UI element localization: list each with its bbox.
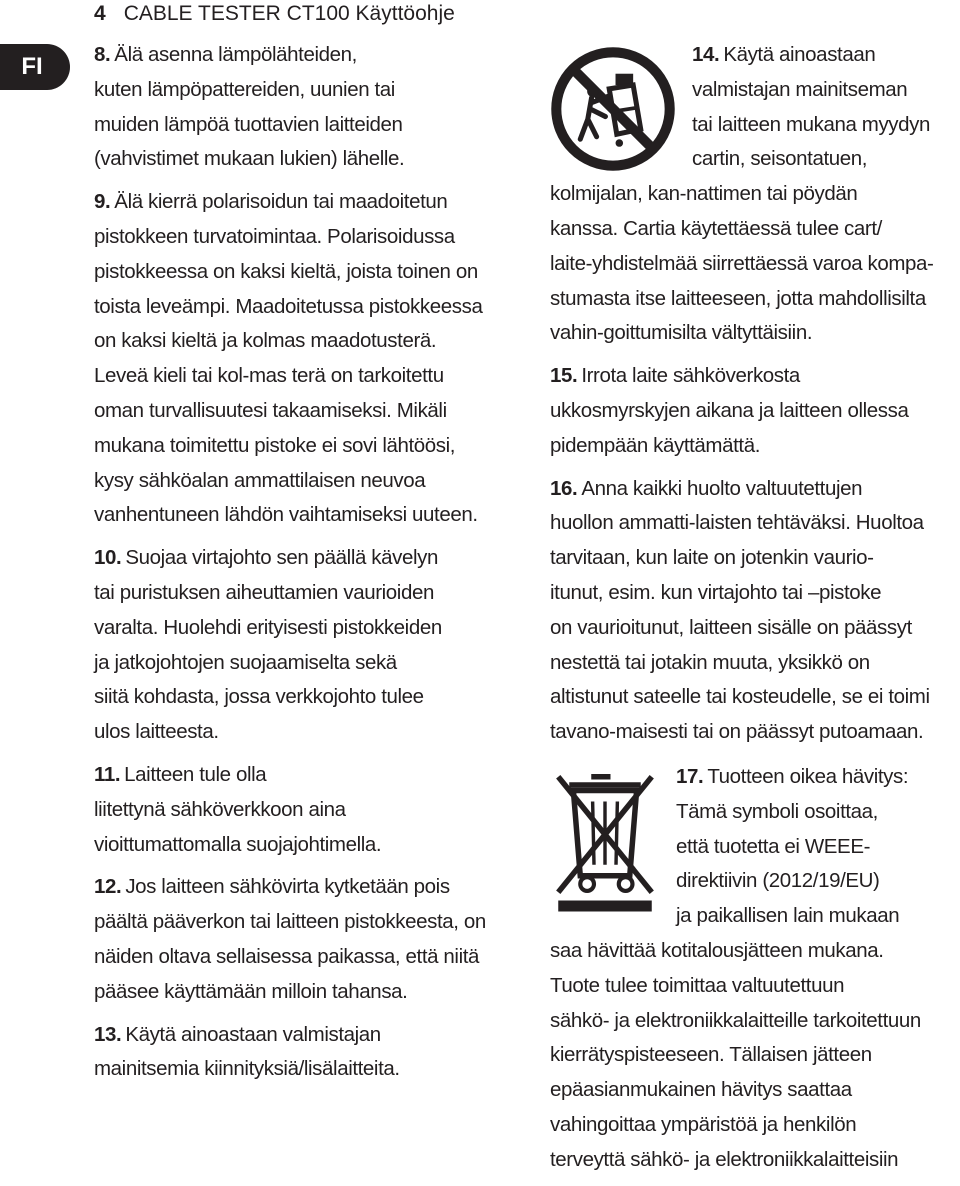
line-text: pääsee käyttämään milloin tahansa. [94, 979, 408, 1003]
line-text: ukkosmyrskyjen aikana ja laitteen ollessa [550, 398, 909, 422]
document-title: CABLE TESTER CT100 Käyttöohje [123, 2, 455, 25]
line-text: ulos laitteesta. [94, 720, 219, 744]
line-text: tarvitaan, kun laite on jotenkin vaurio- [550, 546, 874, 570]
text-line [550, 715, 960, 750]
line-text: muiden lämpöä tuottavien laitteiden [94, 112, 403, 136]
line-text: ja jatkojohtojen suojaamiselta sekä [94, 650, 397, 674]
line-text: Suojaa virtajohto sen päällä kävelyn [125, 546, 438, 570]
text-line [550, 212, 960, 247]
text-line [94, 870, 514, 905]
text-line [94, 290, 514, 325]
line-text: laite-yhdistelmää siirrettäessä varoa kompa- [550, 251, 934, 275]
text-line [94, 255, 514, 290]
line-text: (vahvistimet mukaan lukien) lähelle. [94, 147, 405, 171]
line-text: pistokkeen turvatoimintaa. Polarisoidussa [94, 224, 455, 248]
text-line [94, 1018, 514, 1053]
item-number: 16. [550, 476, 578, 500]
item-number: 14. [692, 43, 720, 66]
line-text: kanssa. Cartia käytettäessä tulee cart/ [550, 216, 882, 240]
line-text: pistokkeessa on kaksi kieltä, joista toinen on [94, 259, 478, 283]
text-line [550, 359, 960, 394]
instruction-item [94, 541, 514, 750]
item-number: 15. [550, 364, 578, 388]
instruction-item [94, 38, 514, 177]
text-line [550, 316, 960, 351]
line-text: Tuotteen oikea hävitys: [707, 764, 909, 788]
text-line [550, 1108, 960, 1143]
line-text: terveyttä sähkö- ja elektroniikkalaitteisiin [550, 1147, 899, 1171]
line-text: Irrota laite sähköverkosta [581, 364, 800, 388]
instruction-item [550, 472, 960, 750]
text-line [94, 464, 514, 499]
text-line [94, 793, 514, 828]
line-text: Laitteen tule olla [124, 762, 267, 786]
line-text: Älä kierrä polarisoidun tai maadoitetun [114, 190, 448, 214]
text-line [94, 541, 514, 576]
crossed-out-wheelie-bin-icon [550, 768, 660, 912]
text-line [550, 680, 960, 715]
line-text: sähkö- ja elektroniikkalaitteille tarkoitettuun [550, 1008, 921, 1032]
item-number: 9. [94, 190, 111, 214]
line-text: tavano-maisesti tai on päässyt putoamaan. [550, 720, 924, 744]
item-number: 11. [94, 762, 121, 786]
text-line [550, 247, 960, 282]
line-text: mainitsemia kiinnityksiä/lisälaitteita. [94, 1057, 400, 1081]
line-text: huollon ammatti-laisten tehtäväksi. Huoltoa [550, 511, 924, 535]
text-line [550, 646, 960, 681]
instruction-item [550, 359, 960, 463]
item-number: 8. [94, 43, 111, 66]
text-line [550, 472, 960, 507]
instruction-item [94, 870, 514, 1009]
line-text: kysy sähköalan ammattilaisen neuvoa [94, 468, 426, 492]
item-number: 12. [94, 875, 122, 899]
text-line [550, 934, 960, 969]
page-number: 4 [94, 2, 106, 25]
line-text: varalta. Huolehdi erityisesti pistokkeiden [94, 615, 442, 639]
line-text: Anna kaikki huolto valtuutettujen [581, 476, 863, 500]
line-text: tai laitteen mukana myydyn [692, 112, 931, 136]
line-text: on kaksi kieltä ja kolmas maadotusterä. [94, 329, 437, 353]
text-line [94, 429, 514, 464]
cart-tip-over-warning-icon [550, 46, 676, 172]
text-line [94, 715, 514, 750]
text-line [94, 646, 514, 681]
instruction-item [550, 760, 960, 1178]
line-text: Jos laitteen sähkövirta kytketään pois [125, 875, 450, 899]
line-text: Tuote tulee toimittaa valtuutettuun [550, 973, 845, 997]
line-text: kuten lämpöpattereiden, uunien tai [94, 77, 395, 101]
instruction-item [94, 185, 514, 533]
instruction-item [550, 38, 960, 351]
text-line [94, 975, 514, 1010]
text-line [550, 611, 960, 646]
line-text: saa hävittää kotitalousjätteen mukana. [550, 938, 884, 962]
line-text: oman turvallisuutesi takaamiseksi. Mikäli [94, 398, 447, 422]
line-text: tai puristuksen aiheuttamien vaurioiden [94, 580, 434, 604]
text-line [94, 394, 514, 429]
line-text: epäasianmukainen hävitys saattaa [550, 1078, 852, 1102]
text-line [550, 429, 960, 464]
line-text: näiden oltava sellaisessa paikassa, että niitä [94, 944, 480, 968]
text-line [94, 359, 514, 394]
left-column [94, 38, 514, 1095]
line-text: Älä asenna lämpölähteiden, [114, 43, 357, 66]
line-text: Käytä ainoastaan valmistajan [125, 1022, 381, 1046]
line-text: stumasta itse laitteeseen, jotta mahdollisilta [550, 286, 926, 310]
line-text: nestettä tai jotakin muuta, yksikkö on [550, 650, 870, 674]
line-text: mukana toimitettu pistoke ei sovi lähtöösi, [94, 433, 456, 457]
line-text: että tuotetta ei WEEE- [676, 834, 871, 858]
text-line [94, 38, 514, 73]
line-text: kolmijalan, kan-nattimen tai pöydän [550, 182, 858, 206]
item-number: 10. [94, 546, 122, 570]
text-line [550, 969, 960, 1004]
line-text: ja paikallisen lain mukaan [676, 904, 900, 928]
text-line [550, 1004, 960, 1039]
line-text: kierrätyspisteeseen. Tällaisen jätteen [550, 1043, 872, 1067]
text-line [550, 1073, 960, 1108]
right-column [550, 38, 960, 1186]
text-line [550, 541, 960, 576]
line-text: vioittumattomalla suojajohtimella. [94, 832, 382, 856]
line-text: itunut, esim. kun virtajohto tai –pistoke [550, 580, 882, 604]
text-line [550, 576, 960, 611]
line-text: liitettynä sähköverkkoon aina [94, 797, 346, 821]
language-tab: FI [0, 44, 70, 90]
line-text: direktiivin (2012/19/EU) [676, 869, 880, 893]
line-text: siitä kohdasta, jossa verkkojohto tulee [94, 685, 424, 709]
line-text: Käytä ainoastaan [723, 43, 876, 66]
text-line [94, 324, 514, 359]
text-line [94, 758, 514, 793]
text-line [94, 905, 514, 940]
text-line [94, 576, 514, 611]
line-text: pidempään käyttämättä. [550, 433, 760, 457]
instruction-item [94, 758, 514, 862]
line-text: Leveä kieli tai kol-mas terä on tarkoitettu [94, 364, 444, 388]
text-line [94, 73, 514, 108]
text-line [550, 506, 960, 541]
text-line [94, 611, 514, 646]
instruction-item [94, 1018, 514, 1088]
line-text: on vaurioitunut, laitteen sisälle on päässyt [550, 615, 912, 639]
line-text: vanhentuneen lähdön vaihtamiseksi uuteen. [94, 503, 478, 527]
text-line [94, 142, 514, 177]
text-line [94, 498, 514, 533]
line-text: päältä pääverkon tai laitteen pistokkeesta, on [94, 910, 486, 934]
item-number: 13. [94, 1022, 122, 1046]
page-header [94, 0, 455, 28]
text-line [550, 1143, 960, 1178]
text-line [550, 1038, 960, 1073]
text-line [94, 185, 514, 220]
text-line [94, 1052, 514, 1087]
line-text: vahingoittaa ympäristöä ja henkilön [550, 1112, 857, 1136]
text-line [94, 108, 514, 143]
text-line [94, 220, 514, 255]
line-text: Tämä symboli osoittaa, [676, 799, 878, 823]
line-text: valmistajan mainitseman [692, 77, 908, 101]
text-line [550, 282, 960, 317]
line-text: cartin, seisontatuen, [692, 147, 868, 171]
line-text: vahin-goittumisilta vältyttäisiin. [550, 321, 813, 345]
text-line [94, 680, 514, 715]
text-line [550, 177, 960, 212]
text-line [94, 828, 514, 863]
line-text: toista leveämpi. Maadoitetussa pistokkeessa [94, 294, 483, 318]
item-number: 17. [676, 764, 704, 788]
text-line [550, 394, 960, 429]
line-text: altistunut sateelle tai kosteudelle, se ei toimi [550, 685, 930, 709]
text-line [94, 940, 514, 975]
